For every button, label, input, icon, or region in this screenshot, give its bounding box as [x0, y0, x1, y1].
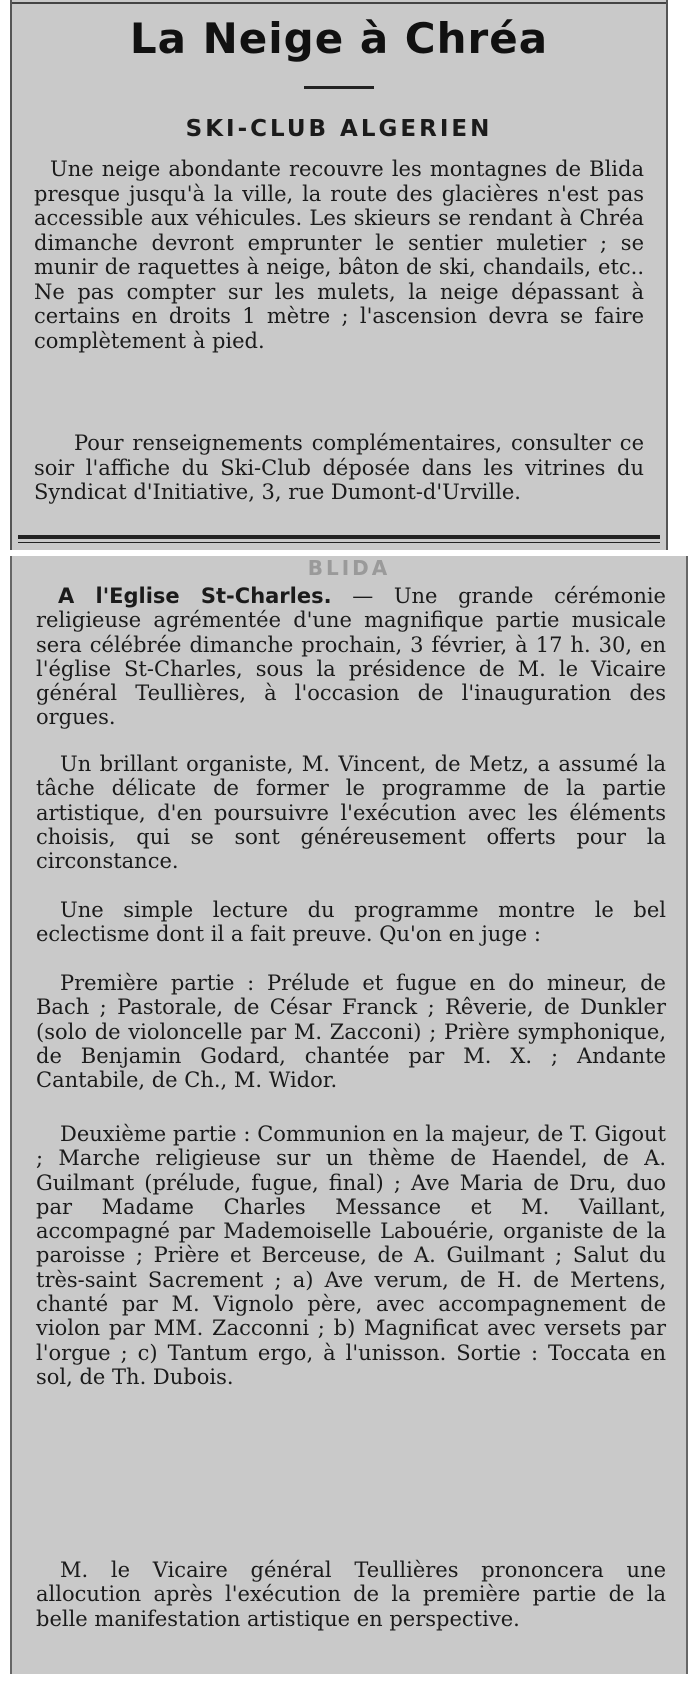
paragraph-snow-conditions: Une neige abondante recouvre les montagnes de Blida presque jusqu'à la ville, la route des glacières n'est pas accessible aux véhicules. Les skieurs se rendant à Chréa dimanche devront emprunter le sentier muletier ; se munir de raquettes à neige, bâton de ski, chandails, etc.. Ne pas compter sur les mulets, la neige dépassant à certains en droits 1 mètre ; l'ascension devra se faire complètement à pied. [34, 157, 644, 353]
paragraph-information: Pour renseignements complémentaires, consulter ce soir l'affiche du Ski-Club déposée dans les vitrines du Syndicat d'Initiative, 3, rue Dumont-d'Urville. [34, 431, 644, 504]
bottom-rule [18, 535, 660, 539]
section-heading: BLIDA [307, 556, 391, 580]
clipping-blida-program-continued [10, 1118, 688, 1674]
title-rule [304, 86, 374, 89]
paragraph-ceremony [36, 584, 666, 730]
lead-in: A l'Eglise St-Charles. [58, 584, 332, 608]
paragraph-first-part: Première partie : Prélude et fugue en do mineur, de Bach ; Pastorale, de César Franck ; Rêverie, de Dunkler (solo de violoncelle par M. Zacconi) ; Prière symphonique, de Benjamin Godard, chantée par M. X. ; Andante Cantabile, de Ch., M. Widor. [36, 971, 666, 1093]
ceremony-text: — Une grande cérémonie religieuse agrémentée d'une magnifique partie musicale sera célébrée dimanche prochain, 3 février, à 17 h. 30, en l'église St-Charles, sous la présidence de M. le Vicaire général Teullières, à l'occasion de l'inauguration des orgues. [36, 584, 666, 730]
paragraph-second-part: Deuxième partie : Communion en la majeur, de T. Gigout ; Marche religieuse sur un thème de Haendel, de A. Guilmant (prélude, fugue, final) ; Ave Maria de Dru, duo par Madame Charles Messance et M. Vaillant, accompagné par Mademoiselle Labouérie, organiste de la paroisse ; Prière et Berceuse, de A. Guilmant ; Salut du très-saint Sacrement ; a) Ave verum, de H. de Mertens, chanté par M. Vignolo père, avec accompagnement de violon par MM. Zacconni ; b) Magnificat avec versets par l'orgue ; c) Tantum ergo, à l'unisson. Sortie : Toccata en sol, de Th. Dubois. [36, 1122, 666, 1389]
clipping-blida-church [10, 556, 688, 1120]
article-subtitle: SKI-CLUB ALGERIEN [185, 116, 493, 142]
bottom-rule-thin [18, 542, 660, 543]
top-rule [12, 2, 666, 4]
paragraph-organist: Un brillant organiste, M. Vincent, de Metz, a assumé la tâche délicate de former le programme de la partie artistique, d'en poursuivre l'exécution avec les éléments choisis, qui se sont généreusement offerts pour la circonstance. [36, 752, 666, 874]
paragraph-allocution: M. le Vicaire général Teullières prononcera une allocution après l'exécution de la première partie de la belle manifestation artistique en perspective. [36, 1558, 666, 1631]
paragraph-eclecticism: Une simple lecture du programme montre le bel eclectisme dont il a fait preuve. Qu'on en juge : [36, 898, 666, 947]
clipping-chrea-snow [10, 0, 668, 550]
article-title: La Neige à Chréa [129, 14, 549, 63]
